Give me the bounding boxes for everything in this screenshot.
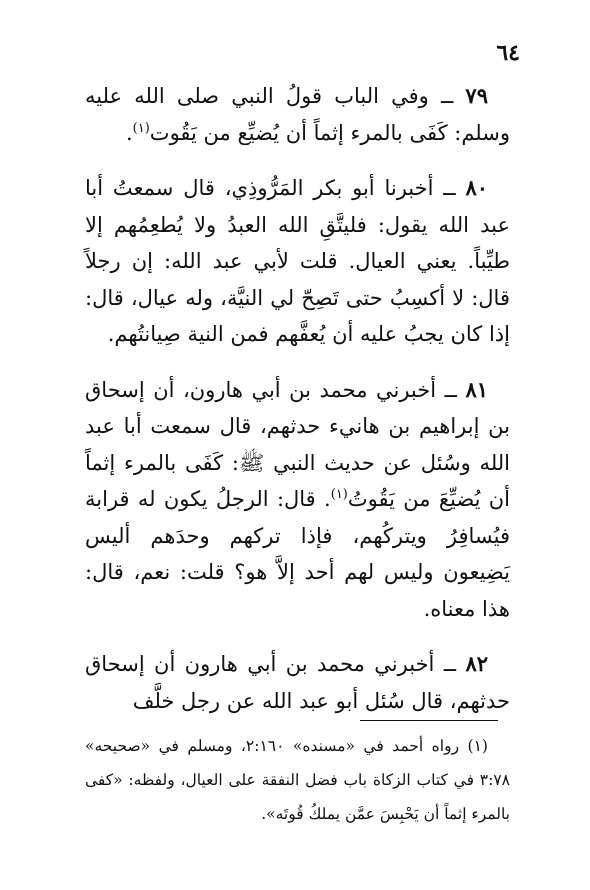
footnote-mark: (١)	[330, 487, 348, 502]
footnote-text: رواه أحمد في «مسنده» ٢:١٦٠، ومسلم في «صحيحه» ٣:٧٨ في كتاب الزكاة باب فضل النفقة على العيال، ولفظه: «كفى بالمرء إثماً أن يَحْبِسَ عمَّن يملكُ قُوتَه».	[85, 737, 510, 823]
paragraph-tail: . قال: الرجلُ يكون له قرابة فيُسافِرُ ويتركُهم، فإذا تركهم وحدَهم أليس يَضِيعون وليس لهم أحد إلاَّ هو؟ قلت: نعم، قال: هذا معناه.	[85, 487, 510, 621]
paragraph-number: ٨٢	[465, 651, 488, 676]
footnote-divider	[360, 720, 498, 721]
footnote-mark: (١)	[132, 120, 150, 136]
paragraph-number: ٨١	[465, 376, 488, 402]
paragraph-text: ــ أخبرني محمد بن أبي هارون أن إسحاق حدثهم، قال سُئل أبو عبد الله عن رجل خلَّف	[85, 652, 510, 713]
paragraph-tail: .	[125, 120, 133, 145]
paragraph-79	[85, 78, 510, 151]
paragraph-number: ٧٩	[465, 83, 488, 108]
paragraph-81	[85, 372, 510, 628]
footnotes	[85, 729, 510, 831]
paragraph-text: ــ وفي الباب قولُ النبي صلى الله عليه وسلم: كَفَى بالمرء إثماً أن يُضيِّع من يَقُوت	[85, 84, 510, 145]
page-number: ٦٤	[496, 40, 520, 66]
main-text	[85, 78, 510, 738]
paragraph-80	[85, 170, 510, 353]
footnote-1	[85, 729, 510, 831]
paragraph-number: ٨٠	[465, 175, 488, 200]
paragraph-text: ــ أخبرنا أبو بكر المَرُّوذِي، قال سمعتُ أبا عبد الله يقول: فليتَّقِ الله العبدُ ولا يُطعِمُهم إلا طيِّباً. يعني العيال. قلت لأبي عبد الله: إن رجلاً قال: لا أكسِبُ حتى تَصِحّ لي النيَّة، وله عيال، قال: إذا كان يجبُ عليه أن يُعفَّهم فمن النية صِيانتُهم.	[85, 176, 510, 346]
paragraph-82	[85, 646, 510, 719]
footnote-number: (١)	[467, 737, 488, 755]
paragraph-text: ــ أخبرني محمد بن أبي هارون، أن إسحاق بن إبراهيم بن هانيء حدثهم، قال سمعت أبا عبد الله وسُئل عن حديث النبي ﷺ: كَفَى بالمرء إثماً أن يُضيِّعَ من يَقُوتُ	[85, 377, 511, 511]
